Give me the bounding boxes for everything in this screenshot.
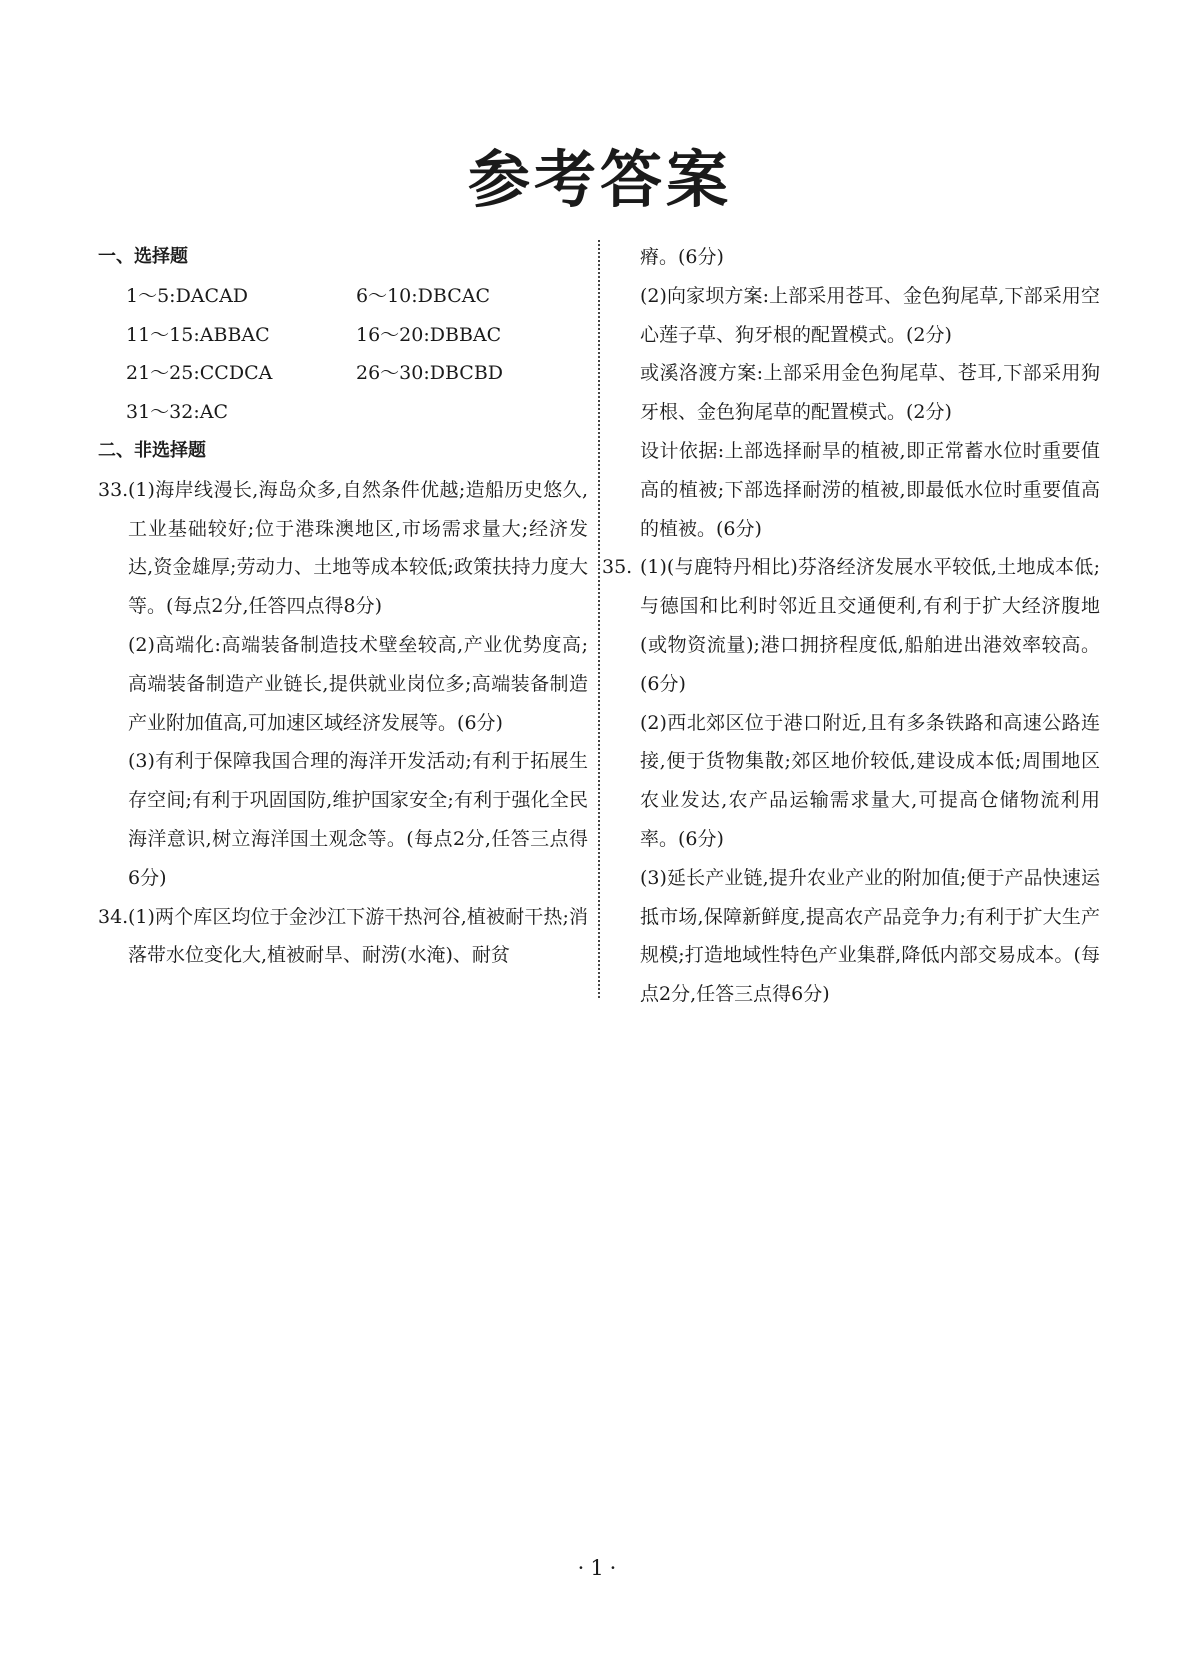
- page-title: 参考答案: [467, 143, 732, 216]
- choice-answer-group: 11～15:ABBAC: [126, 323, 270, 346]
- answer-paragraph: 或溪洛渡方案:上部采用金色狗尾草、苍耳,下部采用狗牙根、金色狗尾草的配置模式。(2分): [640, 362, 1100, 424]
- answer-paragraph: (1)(与鹿特丹相比)芬洛经济发展水平较低,土地成本低;与德国和比利时邻近且交通便利,有利于扩大经济腹地(或物资流量);港口拥挤程度低,船舶进出港效率较高。(6分): [640, 556, 1100, 695]
- answer-paragraph: (2)高端化:高端装备制造技术壁垒较高,产业优势度高;高端装备制造产业链长,提供就业岗位多;高端装备制造产业附加值高,可加速区域经济发展等。(6分): [128, 633, 588, 734]
- answer-paragraph: 设计依据:上部选择耐旱的植被,即正常蓄水位时重要值高的植被;下部选择耐涝的植被,即最低水位时重要值高的植被。(6分): [640, 439, 1100, 540]
- page-number: ·1·: [577, 1556, 623, 1580]
- question-number: 33.: [98, 478, 129, 501]
- section-heading-choice: 一、选择题: [98, 246, 188, 267]
- choice-answer-group: 1～5:DACAD: [126, 284, 249, 307]
- question-34: [98, 898, 588, 976]
- left-column: [98, 238, 588, 975]
- choice-answer-group: 16～20:DBBAC: [356, 323, 502, 346]
- answer-paragraph: (1)海岸线漫长,海岛众多,自然条件优越;造船历史悠久,工业基础较好;位于港珠澳地区,市场需求量大;经济发达,资金雄厚;劳动力、土地等成本较低;政策扶持力度大等。(每点2分,任答四点得8分): [128, 478, 588, 618]
- choice-answers: [98, 277, 588, 432]
- answer-paragraph: (2)向家坝方案:上部采用苍耳、金色狗尾草,下部采用空心莲子草、狗牙根的配置模式。(2分): [640, 284, 1100, 346]
- choice-answer-group: 31～32:AC: [126, 401, 229, 424]
- answer-paragraph-continued: 瘠。(6分): [640, 246, 724, 268]
- column-divider: [598, 240, 600, 998]
- choice-answer-group: 21～25:CCDCA: [126, 362, 273, 385]
- choice-answer-group: 6～10:DBCAC: [356, 284, 491, 307]
- choice-answer-group: 26～30:DBCBD: [356, 362, 504, 385]
- answer-paragraph: (3)延长产业链,提升农业产业的附加值;便于产品快速运抵市场,保障新鲜度,提高农产品竞争力;有利于扩大生产规模;打造地域性特色产业集群,降低内部交易成本。(每点2分,任答三点得6分): [640, 866, 1100, 1006]
- answer-paragraph: (2)西北郊区位于港口附近,且有多条铁路和高速公路连接,便于货物集散;郊区地价较低,建设成本低;周围地区农业发达,农产品运输需求量大,可提高仓储物流利用率。(6分): [640, 711, 1100, 850]
- answer-paragraph: (1)两个库区均位于金沙江下游干热河谷,植被耐干热;消落带水位变化大,植被耐旱、耐涝(水淹)、耐贫: [128, 905, 588, 967]
- question-number: 35.: [602, 556, 633, 579]
- answer-paragraph: (3)有利于保障我国合理的海洋开发活动;有利于拓展生存空间;有利于巩固国防,维护国家安全;有利于强化全民海洋意识,树立海洋国土观念等。(每点2分,任答三点得6分): [128, 750, 588, 889]
- right-column: [602, 238, 1100, 1014]
- question-33: [98, 471, 588, 626]
- section-heading-nonchoice: 二、非选择题: [98, 439, 206, 461]
- question-number: 34.: [98, 905, 129, 928]
- question-35: [602, 548, 1100, 703]
